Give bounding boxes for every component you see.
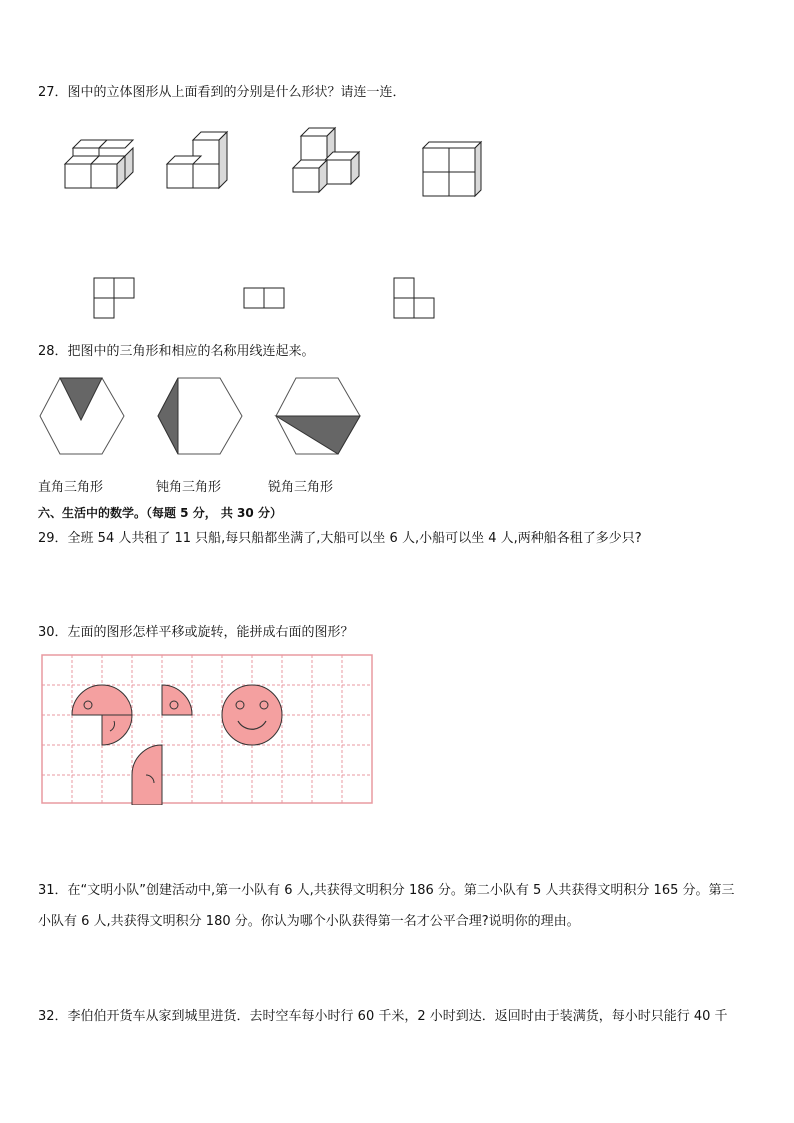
grid-figure — [40, 653, 374, 805]
label-obtuse-triangle: 钝角三角形 — [156, 480, 222, 495]
top-view-2 — [244, 288, 284, 308]
question-30: 30．左面的图形怎样平移或旋转，能拼成右面的图形？ — [38, 625, 354, 640]
piece-half-left — [72, 685, 132, 715]
hexagon-figures — [38, 376, 368, 456]
solid-4 — [423, 142, 481, 196]
top-view-3 — [394, 278, 434, 318]
solid-1 — [65, 140, 133, 188]
top-view-1 — [94, 278, 134, 318]
grid-lines — [42, 655, 372, 803]
label-acute-triangle: 锐角三角形 — [268, 480, 334, 495]
grid-border — [42, 655, 372, 803]
solid-figures — [55, 120, 495, 210]
question-29: 29．全班 54 人共租了 11 只船,每只船都坐满了,大船可以坐 6 人,小船可以坐 4 人,两种船各租了多少只? — [38, 531, 642, 546]
question-31-line-2: 小队有 6 人,共获得文明积分 180 分。你认为哪个小队获得第一名才公平合理?说明你的理由。 — [38, 914, 580, 929]
solid-3 — [293, 128, 359, 192]
question-32: 32．李伯伯开货车从家到城里进货．去时空车每小时行 60 千米，2 小时到达．返回时由于装满货，每小时只能行 40 千 — [38, 1009, 728, 1024]
solid-2 — [167, 132, 227, 188]
question-27: 27．图中的立体图形从上面看到的分别是什么形状？请连一连． — [38, 85, 406, 100]
piece-quarter-3 — [132, 745, 162, 805]
hexagon-1 — [40, 378, 124, 454]
label-right-triangle: 直角三角形 — [38, 480, 104, 495]
top-views — [90, 275, 450, 325]
piece-quarter-2 — [162, 685, 192, 715]
section-6-title: 六、生活中的数学。（每题 5 分， 共 30 分） — [38, 506, 282, 520]
smiley-face — [222, 685, 282, 745]
hexagon-3 — [276, 378, 360, 454]
piece-quarter-1 — [102, 715, 132, 745]
question-31-line-1: 31．在“文明小队”创建活动中,第一小队有 6 人,共获得文明积分 186 分。第二小队有 5 人共获得文明积分 165 分。第三 — [38, 883, 735, 898]
hexagon-2 — [158, 378, 242, 454]
question-28: 28．把图中的三角形和相应的名称用线连起来。 — [38, 344, 315, 359]
